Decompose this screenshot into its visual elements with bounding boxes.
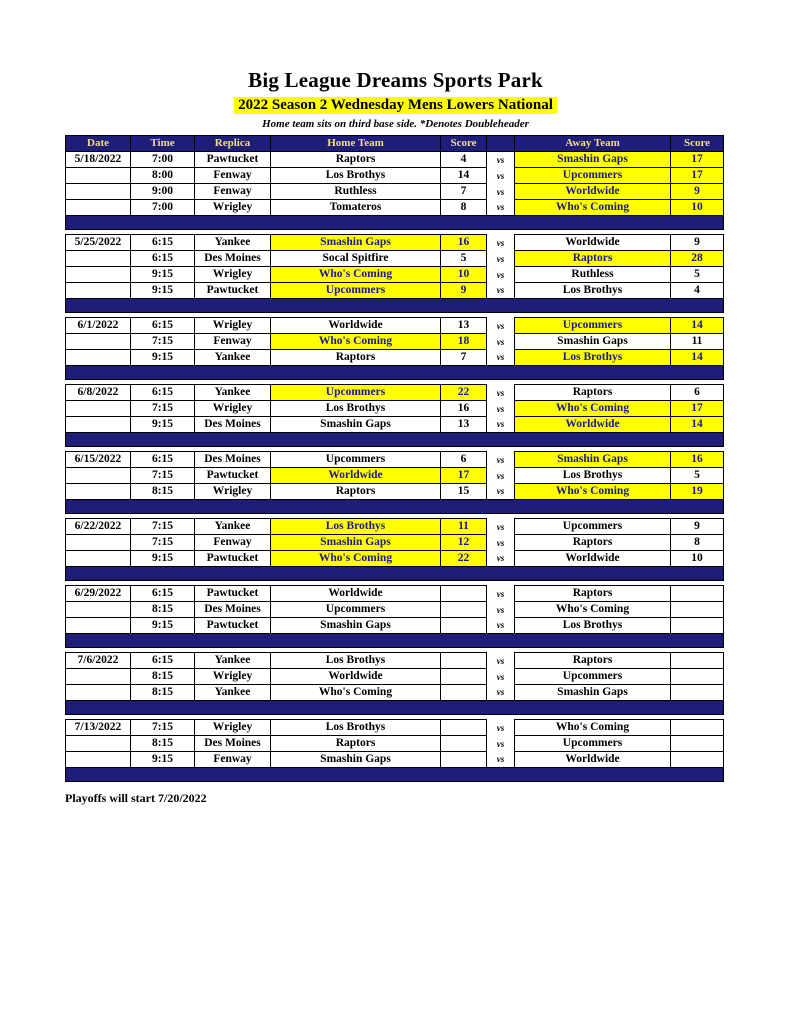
home-team-cell: Upcommers	[271, 283, 441, 299]
game-row	[66, 468, 724, 484]
week-separator-bar	[66, 216, 724, 230]
page-title: Big League Dreams Sports Park	[248, 68, 543, 92]
date-cell: 6/1/2022	[66, 318, 131, 334]
away-team-cell: Raptors	[515, 251, 671, 267]
away-team-cell: Worldwide	[515, 417, 671, 433]
home-team-note: Home team sits on third base side. *Denotes Doubleheader	[262, 118, 529, 130]
away-score-cell: 14	[671, 318, 724, 334]
game-row	[66, 235, 724, 251]
home-score-cell	[441, 653, 487, 669]
game-row	[66, 152, 724, 168]
away-score-cell: 10	[671, 551, 724, 567]
game-row	[66, 519, 724, 535]
replica-cell: Yankee	[195, 653, 271, 669]
home-score-cell	[441, 685, 487, 701]
home-score-cell: 11	[441, 519, 487, 535]
away-score-cell: 6	[671, 385, 724, 401]
home-score-cell: 6	[441, 452, 487, 468]
header-vs-gap	[487, 136, 515, 152]
replica-cell: Fenway	[195, 168, 271, 184]
header-home-score: Score	[441, 136, 487, 152]
away-score-cell: 16	[671, 452, 724, 468]
home-team-cell: Upcommers	[271, 602, 441, 618]
playoffs-note: Playoffs will start 7/20/2022	[65, 791, 207, 805]
home-team-cell: Los Brothys	[271, 519, 441, 535]
away-team-cell: Who's Coming	[515, 484, 671, 500]
away-team-cell: Upcommers	[515, 736, 671, 752]
away-score-cell	[671, 586, 724, 602]
replica-cell: Wrigley	[195, 669, 271, 685]
date-cell	[66, 468, 131, 484]
away-score-cell: 14	[671, 417, 724, 433]
time-cell: 9:15	[131, 350, 195, 366]
week-separator-bar	[66, 500, 724, 514]
away-score-cell: 4	[671, 283, 724, 299]
week-separator	[66, 299, 724, 313]
home-team-cell: Raptors	[271, 736, 441, 752]
home-score-cell: 14	[441, 168, 487, 184]
home-team-cell: Who's Coming	[271, 334, 441, 350]
week-separator-bar	[66, 567, 724, 581]
week-separator-bar	[66, 768, 724, 782]
date-cell: 6/22/2022	[66, 519, 131, 535]
replica-cell: Pawtucket	[195, 586, 271, 602]
game-row	[66, 385, 724, 401]
time-cell: 7:00	[131, 152, 195, 168]
time-cell: 6:15	[131, 385, 195, 401]
away-team-cell: Worldwide	[515, 752, 671, 768]
replica-cell: Fenway	[195, 184, 271, 200]
replica-cell: Pawtucket	[195, 551, 271, 567]
replica-cell: Yankee	[195, 350, 271, 366]
home-team-cell: Who's Coming	[271, 267, 441, 283]
time-cell: 7:15	[131, 535, 195, 551]
game-row	[66, 168, 724, 184]
replica-cell: Pawtucket	[195, 283, 271, 299]
home-score-cell: 22	[441, 551, 487, 567]
time-cell: 9:15	[131, 551, 195, 567]
vs-cell: vs	[487, 385, 515, 401]
header-replica: Replica	[195, 136, 271, 152]
home-team-cell: Worldwide	[271, 586, 441, 602]
week-separator	[66, 768, 724, 782]
header-away-team: Away Team	[515, 136, 671, 152]
replica-cell: Yankee	[195, 685, 271, 701]
vs-cell: vs	[487, 283, 515, 299]
vs-cell: vs	[487, 401, 515, 417]
away-team-cell: Worldwide	[515, 235, 671, 251]
home-team-cell: Who's Coming	[271, 551, 441, 567]
away-score-cell: 5	[671, 468, 724, 484]
away-team-cell: Upcommers	[515, 318, 671, 334]
away-team-cell: Who's Coming	[515, 401, 671, 417]
date-cell	[66, 551, 131, 567]
game-row	[66, 484, 724, 500]
game-row	[66, 184, 724, 200]
home-score-cell	[441, 669, 487, 685]
away-score-cell: 28	[671, 251, 724, 267]
home-score-cell: 8	[441, 200, 487, 216]
date-cell: 7/6/2022	[66, 653, 131, 669]
date-cell	[66, 618, 131, 634]
game-row	[66, 334, 724, 350]
game-row	[66, 618, 724, 634]
home-team-cell: Smashin Gaps	[271, 417, 441, 433]
home-team-cell: Los Brothys	[271, 168, 441, 184]
date-cell	[66, 168, 131, 184]
vs-cell: vs	[487, 586, 515, 602]
week-separator	[66, 500, 724, 514]
away-team-cell: Upcommers	[515, 168, 671, 184]
vs-cell: vs	[487, 669, 515, 685]
away-score-cell: 17	[671, 168, 724, 184]
away-score-cell	[671, 736, 724, 752]
home-score-cell	[441, 736, 487, 752]
date-cell	[66, 334, 131, 350]
away-score-cell: 5	[671, 267, 724, 283]
vs-cell: vs	[487, 200, 515, 216]
vs-cell: vs	[487, 618, 515, 634]
replica-cell: Des Moines	[195, 736, 271, 752]
vs-cell: vs	[487, 184, 515, 200]
time-cell: 6:15	[131, 251, 195, 267]
vs-cell: vs	[487, 653, 515, 669]
date-cell	[66, 752, 131, 768]
replica-cell: Wrigley	[195, 720, 271, 736]
away-score-cell	[671, 618, 724, 634]
replica-cell: Wrigley	[195, 267, 271, 283]
home-team-cell: Smashin Gaps	[271, 535, 441, 551]
week-separator-bar	[66, 433, 724, 447]
vs-cell: vs	[487, 251, 515, 267]
vs-cell: vs	[487, 551, 515, 567]
away-team-cell: Worldwide	[515, 184, 671, 200]
away-team-cell: Los Brothys	[515, 283, 671, 299]
week-separator	[66, 433, 724, 447]
date-cell: 6/15/2022	[66, 452, 131, 468]
home-team-cell: Raptors	[271, 484, 441, 500]
game-row	[66, 283, 724, 299]
away-team-cell: Worldwide	[515, 551, 671, 567]
home-score-cell: 18	[441, 334, 487, 350]
vs-cell: vs	[487, 334, 515, 350]
away-score-cell: 17	[671, 401, 724, 417]
date-cell: 6/29/2022	[66, 586, 131, 602]
home-score-cell: 13	[441, 417, 487, 433]
home-team-cell: Raptors	[271, 350, 441, 366]
home-score-cell: 4	[441, 152, 487, 168]
game-row	[66, 669, 724, 685]
away-team-cell: Upcommers	[515, 519, 671, 535]
date-cell	[66, 736, 131, 752]
game-row	[66, 551, 724, 567]
date-cell	[66, 350, 131, 366]
replica-cell: Yankee	[195, 519, 271, 535]
away-score-cell: 9	[671, 519, 724, 535]
home-score-cell	[441, 720, 487, 736]
home-score-cell: 12	[441, 535, 487, 551]
replica-cell: Pawtucket	[195, 468, 271, 484]
replica-cell: Fenway	[195, 752, 271, 768]
time-cell: 6:15	[131, 318, 195, 334]
replica-cell: Fenway	[195, 334, 271, 350]
home-team-cell: Socal Spitfire	[271, 251, 441, 267]
home-team-cell: Los Brothys	[271, 720, 441, 736]
home-team-cell: Smashin Gaps	[271, 752, 441, 768]
date-cell	[66, 251, 131, 267]
away-team-cell: Upcommers	[515, 669, 671, 685]
week-separator	[66, 366, 724, 380]
header-date: Date	[66, 136, 131, 152]
away-score-cell: 9	[671, 235, 724, 251]
home-score-cell: 17	[441, 468, 487, 484]
home-team-cell: Worldwide	[271, 468, 441, 484]
time-cell: 8:15	[131, 669, 195, 685]
home-score-cell: 16	[441, 235, 487, 251]
vs-cell: vs	[487, 752, 515, 768]
time-cell: 8:15	[131, 685, 195, 701]
game-row	[66, 535, 724, 551]
away-score-cell: 8	[671, 535, 724, 551]
away-team-cell: Smashin Gaps	[515, 685, 671, 701]
game-row	[66, 318, 724, 334]
vs-cell: vs	[487, 519, 515, 535]
time-cell: 7:15	[131, 468, 195, 484]
replica-cell: Des Moines	[195, 417, 271, 433]
date-cell	[66, 669, 131, 685]
time-cell: 7:15	[131, 401, 195, 417]
replica-cell: Des Moines	[195, 251, 271, 267]
away-score-cell	[671, 685, 724, 701]
time-cell: 8:00	[131, 168, 195, 184]
home-score-cell	[441, 618, 487, 634]
home-team-cell: Worldwide	[271, 318, 441, 334]
replica-cell: Wrigley	[195, 484, 271, 500]
away-team-cell: Smashin Gaps	[515, 334, 671, 350]
season-subtitle: 2022 Season 2 Wednesday Mens Lowers National	[234, 97, 557, 114]
game-row	[66, 602, 724, 618]
time-cell: 7:15	[131, 334, 195, 350]
home-team-cell: Tomateros	[271, 200, 441, 216]
home-score-cell: 5	[441, 251, 487, 267]
vs-cell: vs	[487, 417, 515, 433]
date-cell	[66, 417, 131, 433]
away-score-cell: 11	[671, 334, 724, 350]
replica-cell: Wrigley	[195, 401, 271, 417]
home-score-cell: 16	[441, 401, 487, 417]
replica-cell: Des Moines	[195, 452, 271, 468]
date-cell	[66, 484, 131, 500]
header-away-score: Score	[671, 136, 724, 152]
away-team-cell: Who's Coming	[515, 200, 671, 216]
game-row	[66, 251, 724, 267]
vs-cell: vs	[487, 468, 515, 484]
away-team-cell: Los Brothys	[515, 618, 671, 634]
home-team-cell: Los Brothys	[271, 653, 441, 669]
replica-cell: Pawtucket	[195, 152, 271, 168]
away-score-cell: 14	[671, 350, 724, 366]
replica-cell: Wrigley	[195, 200, 271, 216]
home-score-cell: 7	[441, 184, 487, 200]
time-cell: 8:15	[131, 736, 195, 752]
away-score-cell	[671, 602, 724, 618]
date-cell	[66, 685, 131, 701]
time-cell: 9:15	[131, 618, 195, 634]
week-separator-bar	[66, 634, 724, 648]
home-score-cell: 22	[441, 385, 487, 401]
vs-cell: vs	[487, 535, 515, 551]
away-score-cell: 17	[671, 152, 724, 168]
game-row	[66, 200, 724, 216]
game-row	[66, 267, 724, 283]
subtitle-row	[0, 96, 791, 114]
away-team-cell: Los Brothys	[515, 350, 671, 366]
away-score-cell	[671, 720, 724, 736]
replica-cell: Des Moines	[195, 602, 271, 618]
game-row	[66, 736, 724, 752]
away-team-cell: Who's Coming	[515, 602, 671, 618]
game-row	[66, 586, 724, 602]
time-cell: 7:15	[131, 519, 195, 535]
away-team-cell: Who's Coming	[515, 720, 671, 736]
date-cell	[66, 267, 131, 283]
home-score-cell: 7	[441, 350, 487, 366]
time-cell: 9:15	[131, 417, 195, 433]
vs-cell: vs	[487, 152, 515, 168]
vs-cell: vs	[487, 318, 515, 334]
away-score-cell	[671, 752, 724, 768]
schedule-table	[65, 135, 724, 782]
vs-cell: vs	[487, 720, 515, 736]
week-separator	[66, 634, 724, 648]
time-cell: 9:00	[131, 184, 195, 200]
vs-cell: vs	[487, 168, 515, 184]
date-cell	[66, 602, 131, 618]
away-score-cell	[671, 653, 724, 669]
header-home-team: Home Team	[271, 136, 441, 152]
away-team-cell: Los Brothys	[515, 468, 671, 484]
week-separator	[66, 216, 724, 230]
home-team-cell: Who's Coming	[271, 685, 441, 701]
game-row	[66, 401, 724, 417]
week-separator-bar	[66, 701, 724, 715]
time-cell: 9:15	[131, 283, 195, 299]
week-separator	[66, 567, 724, 581]
home-score-cell	[441, 752, 487, 768]
vs-cell: vs	[487, 736, 515, 752]
time-cell: 7:00	[131, 200, 195, 216]
vs-cell: vs	[487, 452, 515, 468]
time-cell: 6:15	[131, 653, 195, 669]
away-team-cell: Raptors	[515, 385, 671, 401]
game-row	[66, 452, 724, 468]
week-separator-bar	[66, 299, 724, 313]
home-score-cell	[441, 586, 487, 602]
week-separator	[66, 701, 724, 715]
game-row	[66, 752, 724, 768]
time-cell: 8:15	[131, 484, 195, 500]
home-score-cell: 10	[441, 267, 487, 283]
away-score-cell: 19	[671, 484, 724, 500]
time-cell: 6:15	[131, 586, 195, 602]
vs-cell: vs	[487, 350, 515, 366]
home-score-cell	[441, 602, 487, 618]
time-cell: 7:15	[131, 720, 195, 736]
vs-cell: vs	[487, 235, 515, 251]
time-cell: 6:15	[131, 452, 195, 468]
date-cell: 5/18/2022	[66, 152, 131, 168]
game-row	[66, 653, 724, 669]
game-row	[66, 417, 724, 433]
replica-cell: Fenway	[195, 535, 271, 551]
header-time: Time	[131, 136, 195, 152]
vs-cell: vs	[487, 602, 515, 618]
replica-cell: Yankee	[195, 235, 271, 251]
home-team-cell: Ruthless	[271, 184, 441, 200]
replica-cell: Wrigley	[195, 318, 271, 334]
vs-cell: vs	[487, 267, 515, 283]
date-cell	[66, 184, 131, 200]
home-team-cell: Raptors	[271, 152, 441, 168]
away-score-cell: 10	[671, 200, 724, 216]
replica-cell: Yankee	[195, 385, 271, 401]
vs-cell: vs	[487, 484, 515, 500]
game-row	[66, 350, 724, 366]
time-cell: 9:15	[131, 267, 195, 283]
game-row	[66, 685, 724, 701]
game-row	[66, 720, 724, 736]
vs-cell: vs	[487, 685, 515, 701]
date-cell: 5/25/2022	[66, 235, 131, 251]
week-separator-bar	[66, 366, 724, 380]
date-cell: 6/8/2022	[66, 385, 131, 401]
home-score-cell: 13	[441, 318, 487, 334]
home-team-cell: Worldwide	[271, 669, 441, 685]
date-cell	[66, 200, 131, 216]
home-team-cell: Upcommers	[271, 452, 441, 468]
away-team-cell: Ruthless	[515, 267, 671, 283]
home-team-cell: Smashin Gaps	[271, 618, 441, 634]
replica-cell: Pawtucket	[195, 618, 271, 634]
home-score-cell: 9	[441, 283, 487, 299]
away-team-cell: Raptors	[515, 535, 671, 551]
time-cell: 8:15	[131, 602, 195, 618]
away-team-cell: Raptors	[515, 653, 671, 669]
date-cell	[66, 283, 131, 299]
away-score-cell: 9	[671, 184, 724, 200]
away-score-cell	[671, 669, 724, 685]
away-team-cell: Smashin Gaps	[515, 152, 671, 168]
home-score-cell: 15	[441, 484, 487, 500]
home-team-cell: Los Brothys	[271, 401, 441, 417]
date-cell	[66, 401, 131, 417]
date-cell	[66, 535, 131, 551]
date-cell: 7/13/2022	[66, 720, 131, 736]
time-cell: 9:15	[131, 752, 195, 768]
table-header-row	[66, 136, 724, 152]
home-team-cell: Upcommers	[271, 385, 441, 401]
away-team-cell: Raptors	[515, 586, 671, 602]
home-team-cell: Smashin Gaps	[271, 235, 441, 251]
time-cell: 6:15	[131, 235, 195, 251]
away-team-cell: Smashin Gaps	[515, 452, 671, 468]
